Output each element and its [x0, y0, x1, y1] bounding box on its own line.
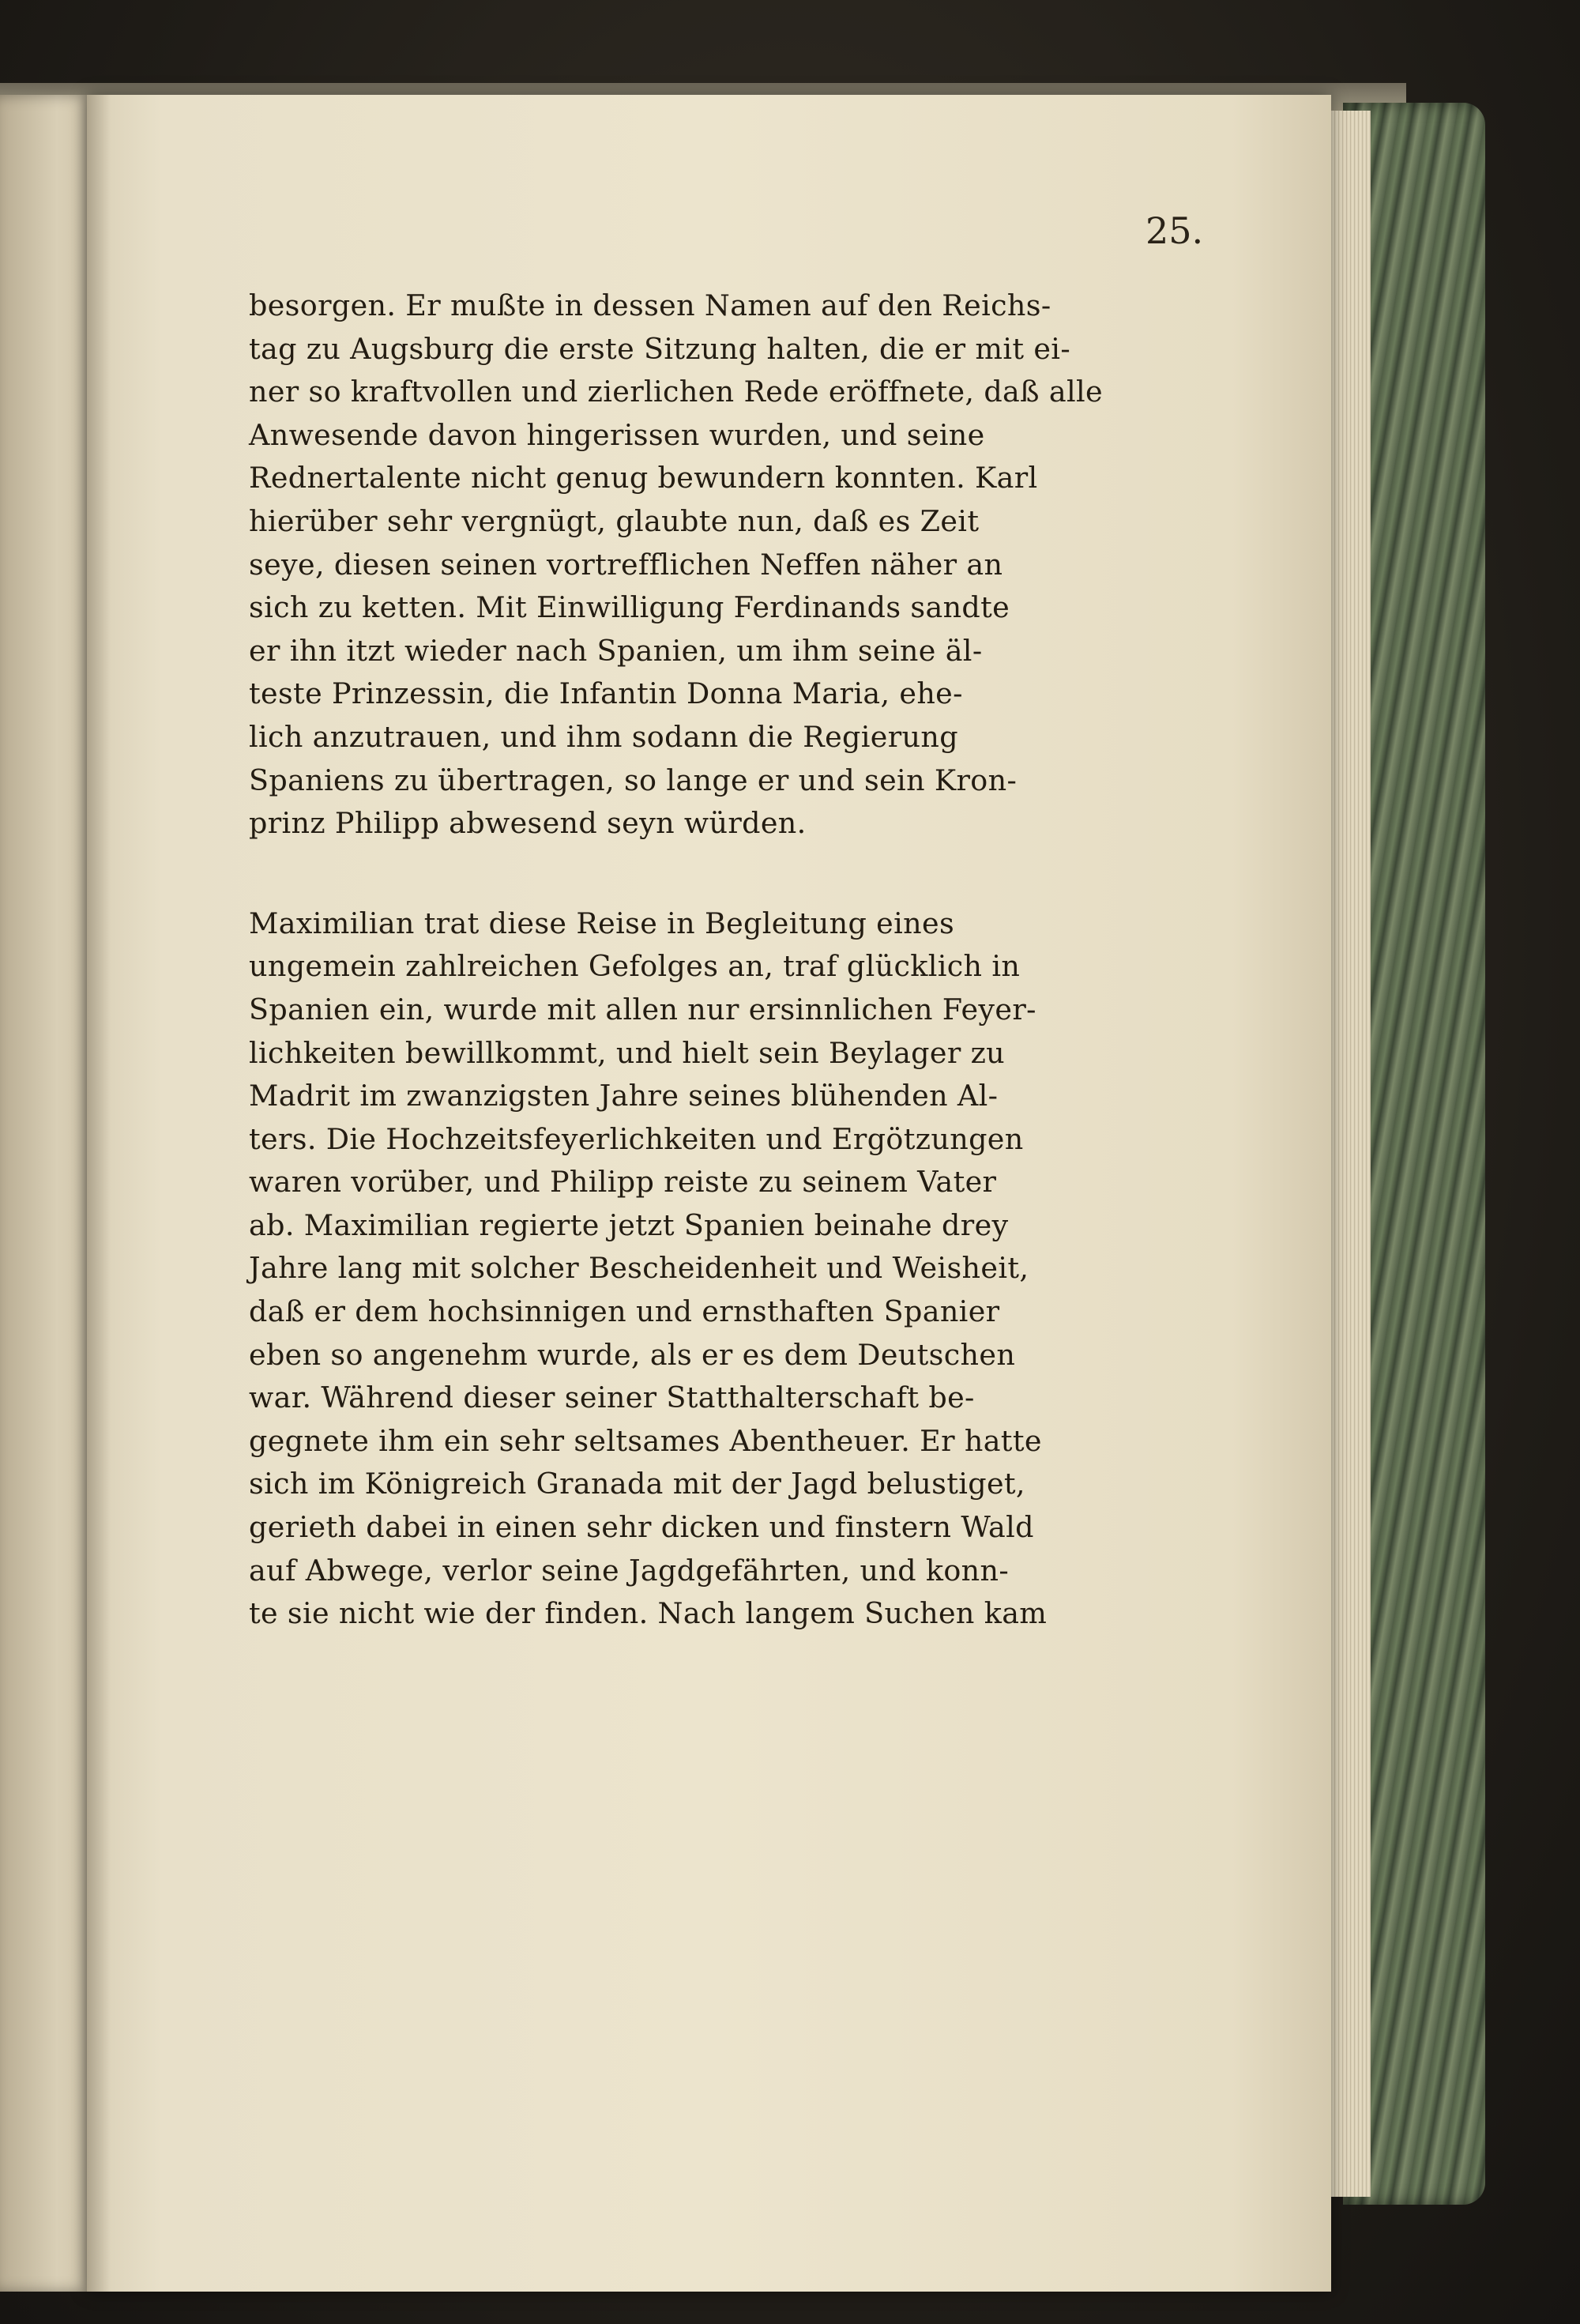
- paragraph-2: [249, 902, 1339, 1636]
- text-line: te sie nicht wie der finden. Nach langem Suchen kam: [249, 1596, 1048, 1631]
- text-line: tag zu Augsburg die erste Sitzung halten, die er mit ei-: [249, 331, 1071, 366]
- body-text: [249, 284, 1339, 1636]
- text-line: Jahre lang mit solcher Bescheidenheit und Weisheit,: [249, 1251, 1029, 1286]
- text-line: waren vorüber, und Philipp reiste zu seinem Vater: [249, 1165, 997, 1200]
- text-line: lichkeiten bewillkommt, und hielt sein Beylager zu: [249, 1035, 1006, 1070]
- page-gutter: [87, 95, 111, 2292]
- left-page-sliver: [0, 95, 95, 2292]
- text-line: hierüber sehr vergnügt, glaubte nun, daß es Zeit: [249, 503, 980, 538]
- text-line: ungemein zahlreichen Gefolges an, traf glücklich in: [249, 949, 1021, 984]
- text-line: prinz Philipp abwesend seyn würden.: [249, 806, 807, 841]
- text-line: gerieth dabei in einen sehr dicken und finstern Wald: [249, 1510, 1034, 1545]
- text-line: sich zu ketten. Mit Einwilligung Ferdinands sandte: [249, 590, 1010, 625]
- text-line: ab. Maximilian regierte jetzt Spanien beinahe drey: [249, 1207, 1009, 1242]
- text-line: sich im Königreich Granada mit der Jagd belustiget,: [249, 1467, 1025, 1501]
- text-line: lich anzutrauen, und ihm sodann die Regierung: [249, 719, 958, 754]
- text-line: eben so angenehm wurde, als er es dem Deutschen: [249, 1337, 1016, 1372]
- text-line: Spaniens zu übertragen, so lange er und sein Kron-: [249, 763, 1018, 797]
- text-line: er ihn itzt wieder nach Spanien, um ihm seine äl-: [249, 633, 983, 668]
- book-page: [87, 95, 1331, 2292]
- text-line: war. Während dieser seiner Statthalterschaft be-: [249, 1380, 975, 1415]
- text-line: ner so kraftvollen und zierlichen Rede eröffnete, daß alle: [249, 375, 1103, 409]
- text-line: Rednertalente nicht genug bewundern konnten. Karl: [249, 461, 1038, 495]
- text-line: seye, diesen seinen vortrefflichen Neffen näher an: [249, 547, 1003, 582]
- text-line: teste Prinzessin, die Infantin Donna Maria, ehe-: [249, 676, 963, 711]
- text-line: daß er dem hochsinnigen und ernsthaften Spanier: [249, 1294, 1000, 1329]
- page-number: 25.: [1146, 209, 1204, 252]
- text-line: Spanien ein, wurde mit allen nur ersinnlichen Feyer-: [249, 992, 1036, 1026]
- paragraph-1: [249, 284, 1339, 846]
- text-line: auf Abwege, verlor seine Jagdgefährten, und konn-: [249, 1553, 1010, 1588]
- text-line: Madrit im zwanzigsten Jahre seines blühenden Al-: [249, 1079, 999, 1113]
- text-line: ters. Die Hochzeitsfeyerlichkeiten und Ergötzungen: [249, 1121, 1024, 1156]
- text-line: Maximilian trat diese Reise in Begleitung eines: [249, 906, 955, 940]
- text-line: besorgen. Er mußte in dessen Namen auf den Reichs-: [249, 288, 1051, 322]
- text-line: gegnete ihm ein sehr seltsames Abentheuer. Er hatte: [249, 1423, 1042, 1458]
- text-line: Anwesende davon hingerissen wurden, und seine: [249, 417, 985, 452]
